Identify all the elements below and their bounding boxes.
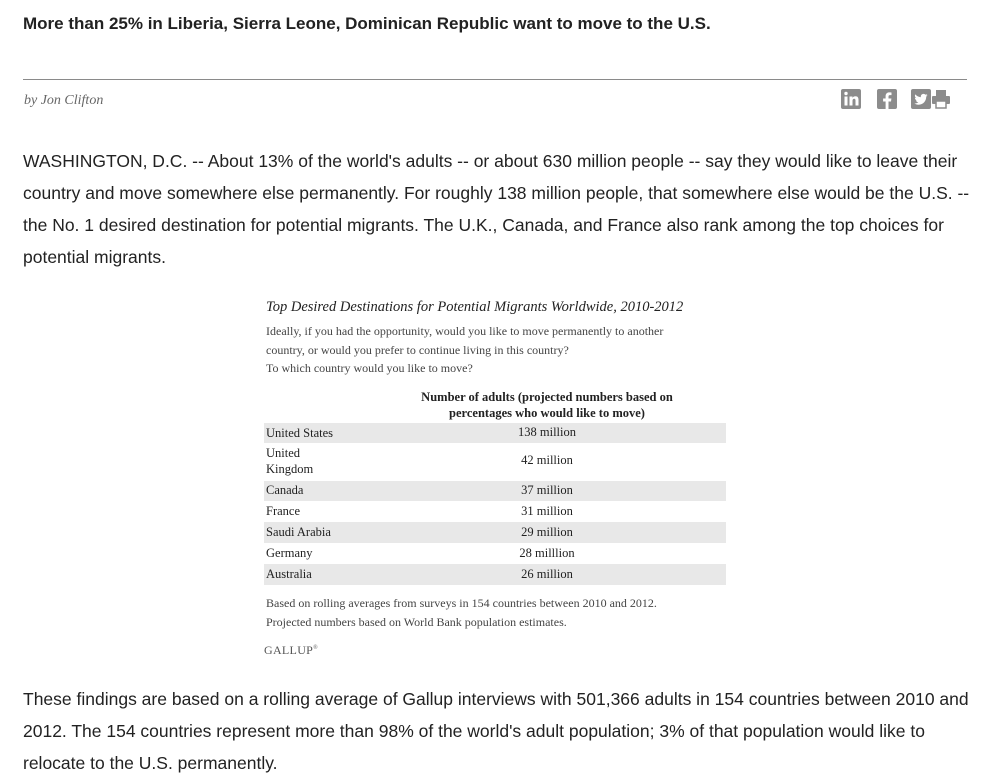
survey-question-line: Ideally, if you had the opportunity, would you like to move permanently to another: [266, 324, 664, 338]
column-header: [394, 389, 700, 421]
table-row: [264, 501, 726, 522]
country-cell: United Kingdom: [266, 446, 314, 476]
country-cell: France: [266, 504, 301, 518]
print-icon[interactable]: [930, 88, 952, 110]
article-paragraph-2: These findings are based on a rolling average of Gallup interviews with 501,366 adults in 154 countries between 2010 and 2012. The 154 countries represent more than 98% of the world's adult population; 3% of that population would like to relocate to the U.S. permanently.: [23, 689, 969, 773]
table-row: [264, 481, 726, 501]
figure-note: [266, 594, 726, 631]
value-cell: 31 million: [521, 504, 573, 518]
article-paragraph-1: WASHINGTON, D.C. -- About 13% of the world's adults -- or about 630 million people -- say they would like to leave their country and move somewhere else permanently. For roughly 138 million people, that somewhere else would be the U.S. -- the No. 1 desired destination for potential migrants. The U.K., Canada, and France also rank among the top choices for potential migrants.: [23, 151, 970, 267]
value-cell: 42 million: [521, 453, 573, 467]
linkedin-icon[interactable]: [840, 88, 862, 110]
value-cell: 29 million: [521, 525, 573, 539]
byline[interactable]: by Jon Clifton: [24, 93, 104, 108]
country-cell: Canada: [266, 483, 304, 497]
twitter-icon[interactable]: [910, 88, 932, 110]
article-headline: More than 25% in Liberia, Sierra Leone, Dominican Republic want to move to the U.S.: [23, 14, 711, 33]
country-cell: Saudi Arabia: [266, 525, 331, 539]
column-header-line: Number of adults (projected numbers based on: [421, 390, 673, 404]
table-row: [264, 423, 726, 443]
value-cell: 37 million: [521, 483, 573, 497]
table-row: [264, 564, 726, 585]
table-row: [264, 543, 726, 564]
gallup-logo: GALLUP®: [264, 643, 318, 657]
survey-question-line: country, or would you prefer to continue living in this country?: [266, 342, 569, 357]
value-cell: 28 milllion: [519, 546, 575, 560]
table-row: [264, 443, 726, 479]
column-header-line: percentages who would like to move): [449, 406, 645, 420]
facebook-icon[interactable]: [876, 88, 898, 110]
country-cell: United States: [266, 426, 334, 440]
country-cell: Australia: [266, 567, 312, 581]
divider: [23, 79, 967, 80]
gallup-logo-text: GALLUP: [264, 643, 314, 657]
survey-question: [266, 322, 726, 378]
figure-title: Top Desired Destinations for Potential Migrants Worldwide, 2010-2012: [266, 299, 684, 315]
value-cell: 26 million: [521, 567, 573, 581]
figure-note-line: Based on rolling averages from surveys in 154 countries between 2010 and 2012.: [266, 596, 657, 610]
value-cell: 138 million: [518, 425, 576, 439]
survey-question-line: To which country would you like to move?: [266, 361, 473, 375]
country-cell: Germany: [266, 546, 313, 560]
table-row: [264, 522, 726, 543]
figure-note-line: Projected numbers based on World Bank population estimates.: [266, 614, 567, 629]
destinations-table: [264, 423, 726, 585]
